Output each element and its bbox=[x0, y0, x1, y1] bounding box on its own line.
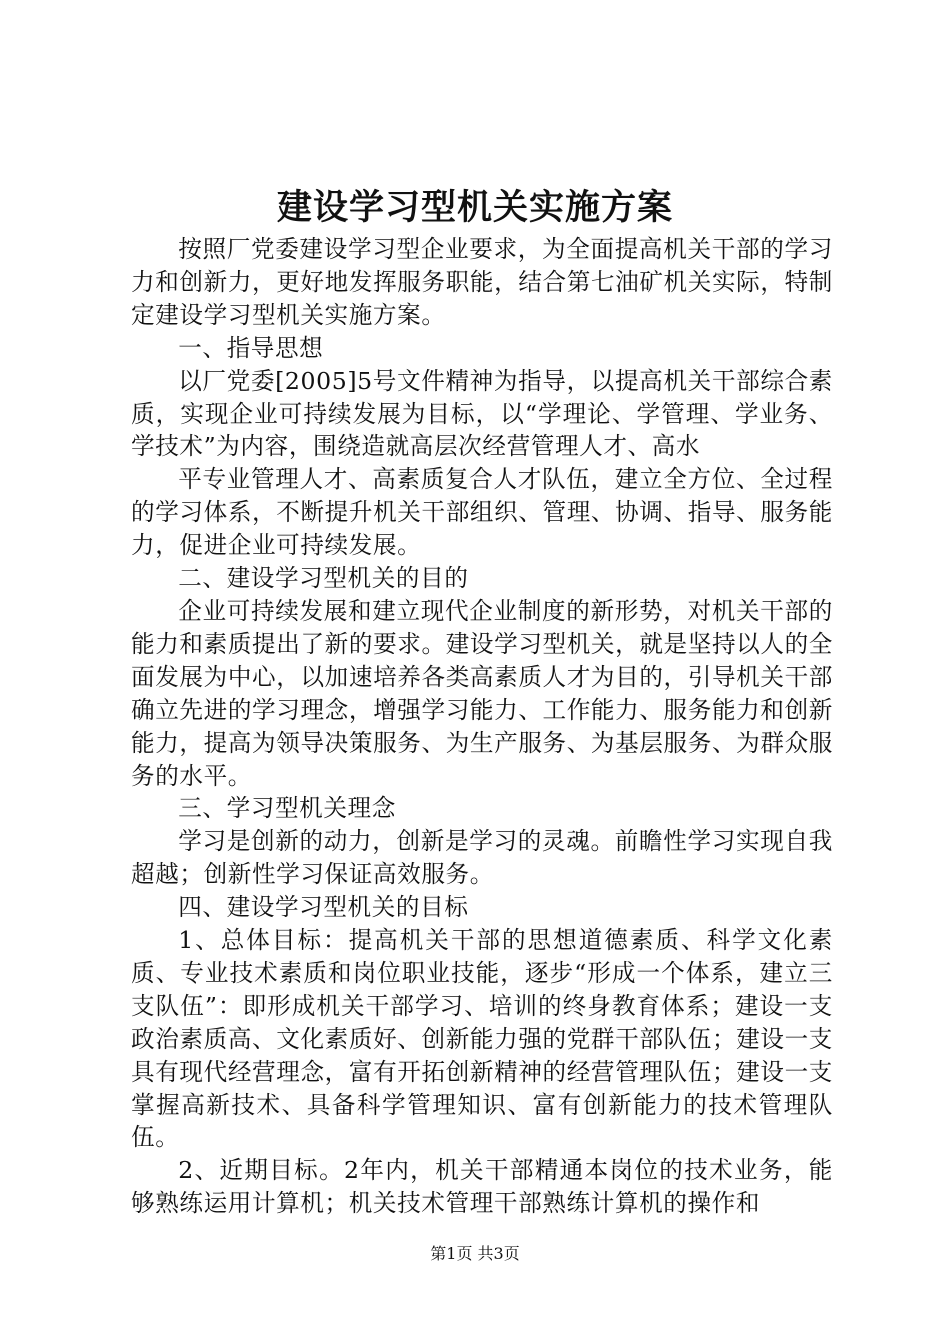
document-title: 建设学习型机关实施方案 bbox=[276, 187, 673, 228]
concept-paragraph: 学习是创新的动力，创新是学习的灵魂。前瞻性学习实现自我超越；创新性学习保证高效服务。 bbox=[131, 827, 833, 889]
overall-goal-paragraph: 1、总体目标：提高机关干部的思想道德素质、科学文化素质、专业技术素质和岗位职业技能，逐步“形成一个体系，建立三支队伍”：即形成机关干部学习、培训的终身教育体系；建设一支政治素质高、文化素质好、创新能力强的党群干部队伍；建设一支具有现代经营理念，富有开拓创新精神的经营管理队伍；建设一支掌握高新技术、具备科学管理知识、富有创新能力的技术管理队伍。 bbox=[131, 926, 833, 1152]
section-heading-concept: 三、学习型机关理念 bbox=[178, 794, 396, 823]
document-body bbox=[131, 233, 833, 1220]
guiding-ideology-continued-paragraph: 平专业管理人才、高素质复合人才队伍，建立全方位、全过程的学习体系，不断提升机关干部组织、管理、协调、指导、服务能力，促进企业可持续发展。 bbox=[131, 465, 833, 560]
section-heading-purpose: 二、建设学习型机关的目的 bbox=[178, 564, 469, 593]
purpose-paragraph: 企业可持续发展和建立现代企业制度的新形势，对机关干部的能力和素质提出了新的要求。建设学习型机关，就是坚持以人的全面发展为中心，以加速培养各类高素质人才为目的，引导机关干部确立先进的学习理念，增强学习能力、工作能力、服务能力和创新能力，提高为领导决策服务、为生产服务、为基层服务、为群众服务的水平。 bbox=[131, 596, 833, 790]
guiding-ideology-paragraph: 以厂党委[2005]5号文件精神为指导，以提高机关干部综合素质，实现企业可持续发展为目标，以“学理论、学管理、学业务、学技术”为内容，围绕造就高层次经营管理人才、高水 bbox=[131, 366, 833, 461]
intro-paragraph: 按照厂党委建设学习型企业要求，为全面提高机关干部的学习力和创新力，更好地发挥服务职能，结合第七油矿机关实际，特制定建设学习型机关实施方案。 bbox=[131, 235, 833, 329]
section-heading-guiding-ideology: 一、指导思想 bbox=[178, 333, 324, 362]
section-heading-goals: 四、建设学习型机关的目标 bbox=[178, 893, 469, 922]
page-footer: 第1页 共3页 bbox=[430, 1244, 520, 1263]
short-term-goal-paragraph: 2、近期目标。2年内，机关干部精通本岗位的技术业务，能够熟练运用计算机；机关技术管理干部熟练计算机的操作和 bbox=[131, 1156, 833, 1218]
